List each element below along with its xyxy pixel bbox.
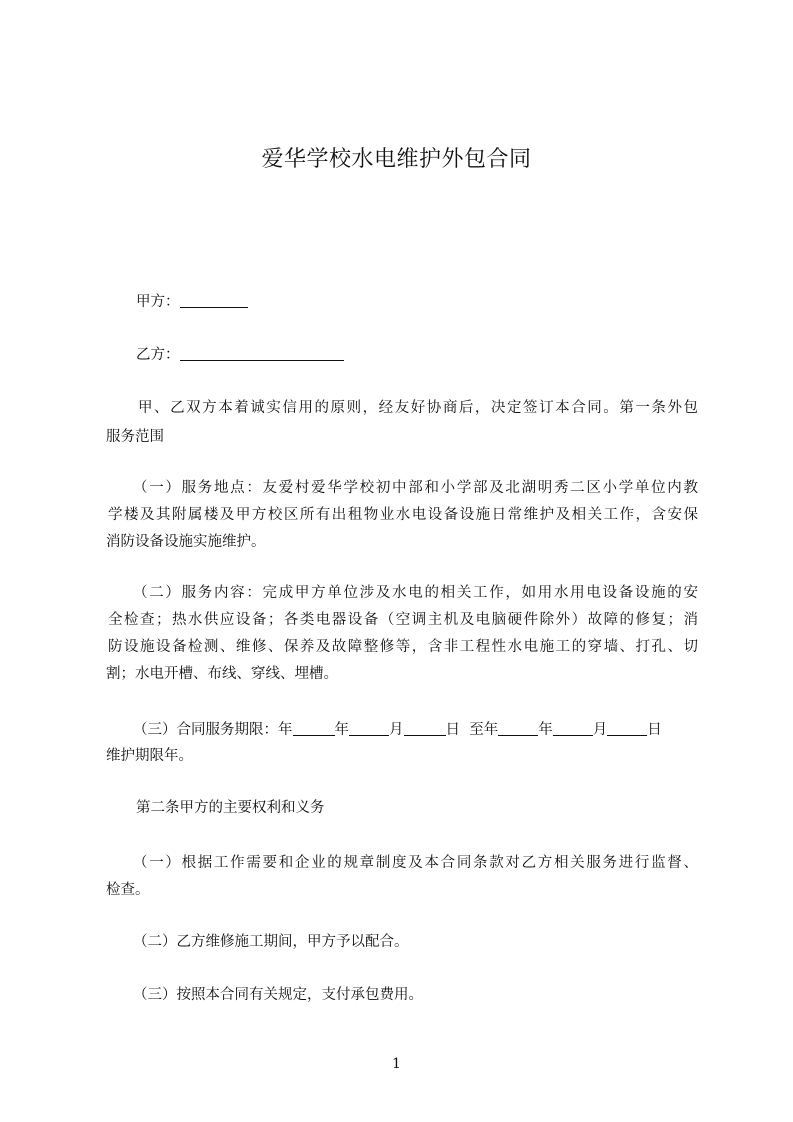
party-a-label: 甲方：	[136, 294, 180, 310]
item2-line-3: 防设施设备检测、维修、保养及故障整修等，含非工程性水电施工的穿墙、打孔、切	[108, 639, 698, 655]
item3-prefix: （三）合同服务期限：年	[133, 722, 293, 738]
a2-item2: （二）乙方维修施工期间，甲方予以配合。	[133, 934, 409, 950]
preamble-line-2: 服务范围	[106, 429, 164, 445]
party-b-blank[interactable]	[180, 346, 344, 361]
item3-end-day-label: 日	[647, 722, 662, 738]
start-year-blank[interactable]	[293, 721, 335, 736]
item3-day-label: 日	[445, 722, 460, 738]
item1-line-1: （一）服务地点：友爱村爱华学校初中部和小学部及北湖明秀二区小学单位内教	[133, 480, 698, 496]
item2-line-1: （二）服务内容：完成甲方单位涉及水电的相关工作，如用水用电设备设施的安	[133, 585, 698, 601]
a2-item3: （三）按照本合同有关规定，支付承包费用。	[133, 987, 423, 1003]
party-b-line	[136, 346, 344, 363]
end-year-blank[interactable]	[498, 721, 538, 736]
item3-line-2: 维护期限年。	[106, 748, 193, 764]
party-a-line	[136, 293, 248, 310]
start-month-blank[interactable]	[349, 721, 389, 736]
preamble-line-1: 甲、乙双方本着诚实信用的原则，经友好协商后，决定签订本合同。第一条外包	[138, 400, 698, 416]
item3-month-label: 月	[389, 722, 404, 738]
a2-item1-line-1: （一）根据工作需要和企业的规章制度及本合同条款对乙方相关服务进行监督、	[133, 855, 698, 871]
document-title: 爱华学校水电维护外包合同	[261, 147, 532, 172]
item3-line-1	[133, 721, 662, 738]
item3-end-year-label: 年	[538, 722, 553, 738]
article2-heading: 第二条甲方的主要权利和义务	[136, 800, 325, 816]
item1-line-3: 消防设备设施实施维护。	[106, 534, 266, 550]
item1-line-2: 学楼及其附属楼及甲方校区所有出租物业水电设备设施日常维护及相关工作，含安保	[108, 507, 698, 523]
item2-line-2: 全检查；热水供应设备；各类电器设备（空调主机及电脑硬件除外）故障的修复；消	[108, 612, 698, 628]
item3-year-label: 年	[334, 722, 349, 738]
item2-line-4: 割；水电开槽、布线、穿线、埋槽。	[106, 666, 338, 682]
end-day-blank[interactable]	[607, 721, 647, 736]
a2-item1-line-2: 检查。	[106, 882, 150, 898]
item3-to-label: 至年	[469, 722, 499, 738]
party-a-blank[interactable]	[180, 293, 248, 308]
item3-end-month-label: 月	[592, 722, 608, 738]
start-day-blank[interactable]	[404, 721, 446, 736]
page-number: 1	[392, 1056, 401, 1072]
party-b-label: 乙方：	[136, 347, 180, 363]
end-month-blank[interactable]	[553, 721, 593, 736]
